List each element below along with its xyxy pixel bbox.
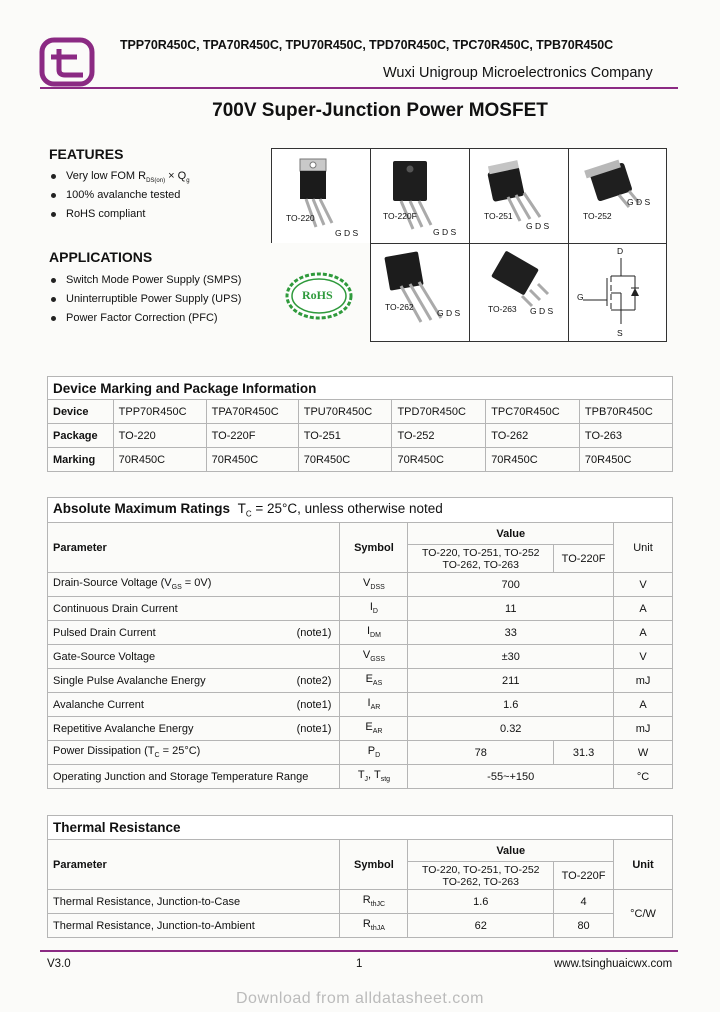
- package-images: [271, 148, 667, 342]
- part-numbers: TPP70R450C, TPA70R450C, TPU70R450C, TPD70R450C, TPC70R450C, TPB70R450C: [120, 38, 613, 52]
- list-item: Very low FOM $R_{DS(on)} \times Q_g$: [50, 167, 190, 186]
- device-marking-table: [47, 376, 673, 472]
- package-to220f: TO-220F G D S: [370, 148, 470, 244]
- to262-image: [371, 244, 469, 341]
- package-to262: TO-262 G D S: [370, 243, 470, 342]
- package-to220: TO-220 G D S: [271, 148, 371, 244]
- list-item: Switch Mode Power Supply (SMPS): [50, 271, 241, 290]
- table-row: Device TPP70R450C TPA70R450C TPU70R450C TPD70R450C TPC70R450C TPB70R450C: [48, 400, 673, 424]
- list-item: 100% avalanche tested: [50, 186, 190, 205]
- list-item: Uninterruptible Power Supply (UPS): [50, 290, 241, 309]
- package-to252: TO-252 G D S: [568, 148, 667, 244]
- thermal-resistance-table: Thermal Resistance Parameter Symbol Value Unit TO-220, TO-251, TO-252 TO-262, TO-263 TO-220F Thermal Resistance, Junction-to-Case $R_{thJC}$ 1.6 4 °C/W Thermal Resistance, Junction-to-Ambient $R_{thJA}$ 62 80: [47, 815, 673, 938]
- table-caption: Device Marking and Package Information: [48, 377, 673, 400]
- list-item: Power Factor Correction (PFC): [50, 309, 241, 328]
- to252-image: [569, 149, 666, 243]
- table-row: Marking 70R450C 70R450C 70R450C 70R450C 70R450C 70R450C: [48, 448, 673, 472]
- mosfet-symbol-cell: D G S: [568, 243, 667, 342]
- table-row: Repetitive Avalanche Energy (note1) $E_{AR}$ 0.32 mJ: [48, 717, 673, 741]
- table-row: Single Pulse Avalanche Energy (note2) $E_{AS}$ 211 mJ: [48, 669, 673, 693]
- footer-url[interactable]: www.tsinghuaicwx.com: [554, 958, 673, 970]
- features-list: [50, 167, 190, 224]
- package-to251: TO-251 G D S: [469, 148, 569, 244]
- absolute-max-ratings-table: Absolute Maximum Ratings $T_C = 25^\circ C$, unless otherwise noted Parameter Symbol Value Unit TO-220, TO-251, TO-252 TO-262, TO-263 TO-220F Drain-Source Voltage $(V_{GS} = 0V)$ $V_{DSS}$ 700 V Continuous Drain Current $I_D$ 11 A Pulsed Drain Current (note1) $I_{DM}$ 33 A Gate-Source Voltage $V_{GSS}$ ±30 V Single Pulse Avalanche Energy (note2) $E_{AS}$ 211 mJ Avalanche Current (note1) $I_{AR}$ 1.6 A Repetitive Avalanche Energy (note1) $E_{AR}$ 0.32 mJ Power Dissipation $(T_C = 25^\circ C)$ $P_D$ 78 31.3 W Operating Junction and Storage Temperature Range $T_J$, $T_{stg}$ -55~+150 °C: [47, 497, 673, 789]
- table-row: Power Dissipation $(T_C = 25^\circ C)$ $P_D$ 78 31.3 W: [48, 741, 673, 765]
- table-row: Avalanche Current (note1) $I_{AR}$ 1.6 A: [48, 693, 673, 717]
- footer-divider: [40, 950, 678, 952]
- table-row: Thermal Resistance, Junction-to-Ambient $R_{thJA}$ 62 80: [48, 914, 673, 938]
- table-row: Pulsed Drain Current (note1) $I_{DM}$ 33 A: [48, 621, 673, 645]
- pin-labels: G D S: [530, 306, 554, 316]
- table-row: Operating Junction and Storage Temperature Range $T_J$, $T_{stg}$ -55~+150 °C: [48, 765, 673, 789]
- table-row: Gate-Source Voltage $V_{GSS}$ ±30 V: [48, 645, 673, 669]
- pin-labels: G D S: [437, 308, 461, 318]
- pin-labels: G D S: [433, 227, 457, 237]
- footer-version: V3.0: [47, 958, 71, 970]
- table-caption: Thermal Resistance: [48, 816, 673, 840]
- table-row: Drain-Source Voltage $(V_{GS} = 0V)$ $V_{DSS}$ 700 V: [48, 573, 673, 597]
- package-to263: TO-263 G D S: [469, 243, 569, 342]
- table-row: Thermal Resistance, Junction-to-Case $R_{thJC}$ 1.6 4 °C/W: [48, 890, 673, 914]
- table-row: Continuous Drain Current $I_D$ 11 A: [48, 597, 673, 621]
- applications-list: [50, 271, 241, 328]
- company-name: Wuxi Unigroup Microelectronics Company: [383, 65, 653, 81]
- applications-heading: APPLICATIONS: [49, 249, 153, 265]
- list-item: RoHS compliant: [50, 205, 190, 224]
- to251-image: [470, 149, 568, 243]
- header-divider: [40, 87, 678, 89]
- table-row: Package TO-220 TO-220F TO-251 TO-252 TO-262 TO-263: [48, 424, 673, 448]
- page-title: 700V Super-Junction Power MOSFET: [212, 100, 548, 121]
- footer-page: 1: [356, 958, 363, 970]
- pin-labels: G D S: [627, 197, 651, 207]
- pin-labels: G D S: [526, 221, 550, 231]
- to263-image: [470, 244, 568, 341]
- rohs-cell: RoHS: [271, 243, 371, 342]
- features-heading: FEATURES: [49, 146, 124, 162]
- watermark: Download from alldatasheet.com: [235, 990, 484, 1007]
- company-logo: [39, 37, 95, 87]
- table-caption: Absolute Maximum Ratings $T_C = 25^\circ C$, unless otherwise noted: [48, 498, 673, 523]
- pin-labels: G D S: [335, 228, 359, 238]
